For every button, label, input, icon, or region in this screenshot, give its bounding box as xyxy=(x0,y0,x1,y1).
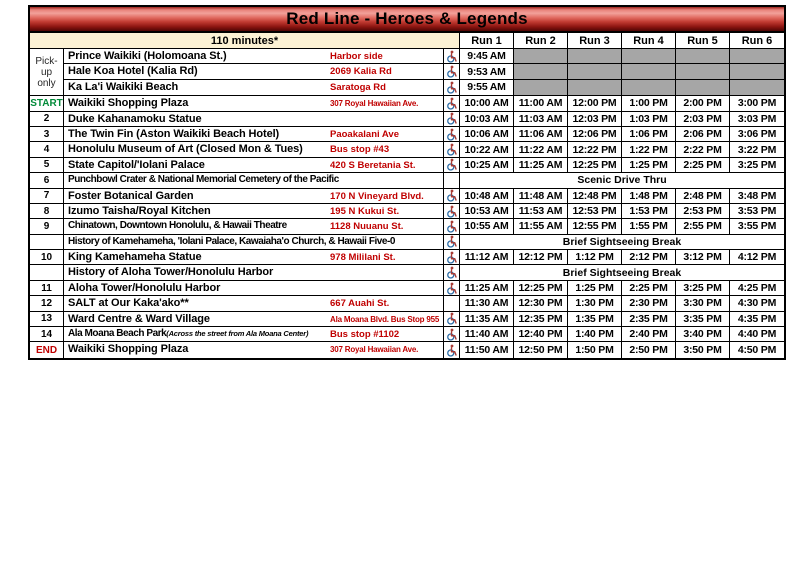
time-cell: 11:12 AM xyxy=(460,250,514,264)
wheelchair-icon xyxy=(446,50,457,63)
time-cell: 2:06 PM xyxy=(676,127,730,141)
empty-time-cell xyxy=(622,49,676,63)
stop-label-cell: 2 xyxy=(30,112,64,126)
stop-name-cell: Ward Centre & Ward Village xyxy=(68,312,210,325)
run-header-4: Run 4 xyxy=(622,33,676,48)
wheelchair-icon-cell xyxy=(443,204,460,218)
stop-name-cell: Punchbowl Crater & National Memorial Cemetery of the Pacific xyxy=(68,174,339,186)
wheelchair-icon-cell xyxy=(443,296,460,310)
empty-time-cell xyxy=(622,80,676,95)
stop-label-cell: 3 xyxy=(30,127,64,141)
wheelchair-icon xyxy=(446,220,457,233)
time-cell: 1:06 PM xyxy=(622,127,676,141)
time-cell: 12:50 PM xyxy=(514,342,568,357)
stop-label-cell: 11 xyxy=(30,281,64,295)
stop-name-cell: Waikiki Shopping Plaza xyxy=(68,343,189,356)
pickup-block xyxy=(30,49,784,96)
time-cell: 12:35 PM xyxy=(514,312,568,326)
wheelchair-icon xyxy=(446,282,457,295)
time-cell: 11:06 AM xyxy=(514,127,568,141)
stop-row xyxy=(30,219,784,234)
wheelchair-icon-cell xyxy=(443,112,460,126)
time-cell: 11:03 AM xyxy=(514,112,568,126)
route-title: Red Line - Heroes & Legends xyxy=(286,9,528,28)
time-cell: 2:00 PM xyxy=(676,96,730,110)
wheelchair-icon-cell xyxy=(443,219,460,233)
stop-row xyxy=(64,49,784,64)
time-cell: 3:06 PM xyxy=(737,128,777,141)
time-cell: 4:30 PM xyxy=(737,297,777,310)
time-cell: 1:25 PM xyxy=(568,281,622,295)
stop-row xyxy=(30,96,784,111)
stop-label-cell: 10 xyxy=(30,250,64,264)
time-cell: 12:22 PM xyxy=(568,142,622,156)
wheelchair-icon-cell xyxy=(443,312,460,326)
time-cell: 11:25 AM xyxy=(460,281,514,295)
stop-name-cell: Chinatown, Downtown Honolulu, & Hawaii Theatre xyxy=(68,220,287,232)
run-header-1: Run 1 xyxy=(460,33,514,48)
time-cell: 12:55 PM xyxy=(568,219,622,233)
time-cell: 11:53 AM xyxy=(514,204,568,218)
stop-name-main: Ala Moana Beach Park xyxy=(68,328,167,340)
wheelchair-icon-cell xyxy=(443,96,460,110)
time-cell: 10:48 AM xyxy=(460,189,514,203)
pickup-only-label: Pick-up only xyxy=(30,49,64,95)
empty-time-cell xyxy=(730,80,784,95)
time-cell: 9:53 AM xyxy=(460,64,514,78)
stop-address: Bus stop #43 xyxy=(330,144,390,156)
route-title-bar xyxy=(30,7,784,33)
time-cell: 12:06 PM xyxy=(568,127,622,141)
stop-label-cell: 13 xyxy=(30,312,64,326)
stop-name-cell: Aloha Tower/Honolulu Harbor xyxy=(68,281,221,294)
wheelchair-icon-cell xyxy=(443,235,460,249)
time-cell: 10:03 AM xyxy=(460,112,514,126)
time-cell: 1:53 PM xyxy=(622,204,676,218)
stop-address: 307 Royal Hawaiian Ave. xyxy=(330,345,419,355)
time-cell: 3:25 PM xyxy=(676,281,730,295)
time-cell: 3:30 PM xyxy=(676,296,730,310)
time-cell: 2:53 PM xyxy=(676,204,730,218)
stop-address: Paoakalani Ave xyxy=(330,128,400,140)
wheelchair-icon-cell xyxy=(443,173,460,187)
time-cell: 4:50 PM xyxy=(737,344,777,357)
time-cell: 1:03 PM xyxy=(622,112,676,126)
stop-label-cell: 9 xyxy=(30,219,64,233)
time-cell: 11:35 AM xyxy=(460,312,514,326)
empty-time-cell xyxy=(568,49,622,63)
stop-address: 420 S Beretania St. xyxy=(330,159,416,171)
stop-row xyxy=(30,327,784,342)
stop-row xyxy=(64,80,784,95)
time-cell: 1:00 PM xyxy=(622,96,676,110)
stop-name-note: (Across the street from Ala Moana Center) xyxy=(166,329,309,339)
run-header-5: Run 5 xyxy=(676,33,730,48)
stop-label-cell: START xyxy=(30,97,63,109)
time-cell: 4:12 PM xyxy=(737,251,777,264)
time-cell: 2:25 PM xyxy=(622,281,676,295)
time-cell: 12:00 PM xyxy=(568,96,622,110)
time-cell: 9:45 AM xyxy=(460,49,514,63)
stop-address xyxy=(328,235,443,249)
stop-row xyxy=(30,204,784,219)
time-cell: 2:40 PM xyxy=(622,327,676,341)
empty-time-cell xyxy=(622,64,676,78)
stop-address: 667 Auahi St. xyxy=(330,298,390,310)
time-cell: 1:55 PM xyxy=(622,219,676,233)
stop-row xyxy=(30,158,784,173)
stop-row xyxy=(30,281,784,296)
empty-time-cell xyxy=(514,80,568,95)
wheelchair-icon xyxy=(446,235,457,248)
run-header-row xyxy=(30,33,784,49)
stop-name-cell: Prince Waikiki (Holomoana St.) xyxy=(68,50,227,62)
stop-label-cell xyxy=(30,265,64,279)
time-cell: 12:25 PM xyxy=(514,281,568,295)
wheelchair-icon xyxy=(446,81,457,94)
empty-time-cell xyxy=(730,64,784,78)
stop-name-cell: Waikiki Shopping Plaza xyxy=(68,97,189,110)
time-cell: 3:53 PM xyxy=(737,205,777,218)
time-cell: 9:55 AM xyxy=(460,80,514,95)
stop-label-cell: 8 xyxy=(30,204,64,218)
time-cell: 2:50 PM xyxy=(622,342,676,357)
time-cell: 1:40 PM xyxy=(568,327,622,341)
time-cell: 4:25 PM xyxy=(737,282,777,295)
time-cell: 2:25 PM xyxy=(676,158,730,172)
stop-name-cell: Duke Kahanamoku Statue xyxy=(68,112,202,125)
stop-address xyxy=(328,281,443,295)
stop-name-cell: Izumo Taisha/Royal Kitchen xyxy=(68,204,211,217)
time-cell: 3:25 PM xyxy=(737,158,777,171)
stop-label-cell: 12 xyxy=(30,296,64,310)
time-cell: 3:35 PM xyxy=(676,312,730,326)
stop-row xyxy=(30,265,784,280)
wheelchair-icon xyxy=(446,65,457,78)
stop-address: 307 Royal Hawaiian Ave. xyxy=(330,99,419,109)
empty-time-cell xyxy=(676,80,730,95)
stop-name-cell: SALT at Our Kaka'ako** xyxy=(68,297,189,310)
stop-row xyxy=(30,127,784,142)
empty-time-cell xyxy=(568,80,622,95)
wheelchair-icon-cell xyxy=(443,127,460,141)
time-cell: 10:22 AM xyxy=(460,142,514,156)
time-cell: 3:40 PM xyxy=(676,327,730,341)
time-cell: 2:22 PM xyxy=(676,142,730,156)
time-cell: 3:12 PM xyxy=(676,250,730,264)
time-cell: 11:00 AM xyxy=(514,96,568,110)
empty-time-cell xyxy=(730,49,784,63)
run-header-3: Run 3 xyxy=(568,33,622,48)
empty-time-cell xyxy=(568,64,622,78)
stop-name-cell: Hale Koa Hotel (Kalia Rd) xyxy=(68,65,198,78)
stop-name-cell: Honolulu Museum of Art (Closed Mon & Tues) xyxy=(68,143,303,156)
stop-row xyxy=(30,142,784,157)
stop-row xyxy=(30,250,784,265)
stop-row xyxy=(30,173,784,188)
wheelchair-icon xyxy=(446,128,457,141)
time-cell: 12:53 PM xyxy=(568,204,622,218)
wheelchair-icon xyxy=(446,312,457,325)
wheelchair-icon-cell xyxy=(443,80,460,95)
stop-name-cell: History of Kamehameha, 'Iolani Palace, Kawaiaha'o Church, & Hawaii Five-0 xyxy=(68,235,396,247)
stop-label-cell: END xyxy=(30,342,64,357)
time-cell: 12:12 PM xyxy=(514,250,568,264)
time-cell: 3:00 PM xyxy=(737,97,777,110)
time-cell: 1:25 PM xyxy=(622,158,676,172)
stop-name-cell: The Twin Fin (Aston Waikiki Beach Hotel) xyxy=(68,127,280,140)
wheelchair-icon-cell xyxy=(443,64,460,78)
wheelchair-icon xyxy=(446,251,457,264)
time-cell: 3:55 PM xyxy=(737,220,777,233)
break-span-cell: Scenic Drive Thru xyxy=(577,174,667,187)
stop-address xyxy=(328,173,443,187)
stop-row xyxy=(30,296,784,311)
time-cell: 2:55 PM xyxy=(676,219,730,233)
time-cell: 11:55 AM xyxy=(514,219,568,233)
time-cell: 2:48 PM xyxy=(676,189,730,203)
time-cell: 11:40 AM xyxy=(460,327,514,341)
stop-row xyxy=(30,342,784,357)
duration-note: 110 minutes* xyxy=(30,33,460,48)
wheelchair-icon xyxy=(446,266,457,279)
stop-address: Harbor side xyxy=(330,51,383,62)
stop-address: 1128 Nuuanu St. xyxy=(330,221,404,233)
wheelchair-icon-cell xyxy=(443,281,460,295)
time-cell: 2:30 PM xyxy=(622,296,676,310)
time-cell: 11:25 AM xyxy=(514,158,568,172)
time-cell: 1:48 PM xyxy=(622,189,676,203)
stop-address: Ala Moana Blvd. Bus Stop 955 xyxy=(330,314,440,324)
stop-address: 195 N Kukui St. xyxy=(330,205,400,217)
empty-time-cell xyxy=(514,49,568,63)
wheelchair-icon-cell xyxy=(443,49,460,63)
pickup-rows xyxy=(64,49,784,95)
time-cell: 1:22 PM xyxy=(622,142,676,156)
stop-name-cell xyxy=(64,327,328,341)
wheelchair-icon-cell xyxy=(443,189,460,203)
wheelchair-icon xyxy=(446,328,457,341)
stop-name-cell: Foster Botanical Garden xyxy=(68,189,194,202)
stop-row xyxy=(64,64,784,79)
schedule-table xyxy=(28,5,786,360)
stop-row xyxy=(30,235,784,250)
stop-address: 978 Mililani St. xyxy=(330,252,396,264)
time-cell: 3:50 PM xyxy=(676,342,730,357)
stop-label-cell xyxy=(30,235,64,249)
time-cell: 4:40 PM xyxy=(737,328,777,341)
run-header-6: Run 6 xyxy=(741,34,773,47)
stop-address xyxy=(328,265,443,279)
time-cell: 1:30 PM xyxy=(568,296,622,310)
time-cell: 1:50 PM xyxy=(568,342,622,357)
wheelchair-icon xyxy=(446,189,457,202)
time-cell: 11:50 AM xyxy=(460,342,514,357)
wheelchair-icon-cell xyxy=(443,265,460,279)
wheelchair-icon-cell xyxy=(443,250,460,264)
time-cell: 10:53 AM xyxy=(460,204,514,218)
time-cell: 3:03 PM xyxy=(737,112,777,125)
time-cell: 11:48 AM xyxy=(514,189,568,203)
stop-label-cell: 14 xyxy=(30,327,64,341)
time-cell: 1:12 PM xyxy=(568,250,622,264)
stop-label-cell: 4 xyxy=(30,142,64,156)
time-cell: 12:40 PM xyxy=(514,327,568,341)
wheelchair-icon-cell xyxy=(443,342,460,357)
wheelchair-icon xyxy=(446,158,457,171)
wheelchair-icon-cell xyxy=(443,142,460,156)
stop-row xyxy=(30,312,784,327)
time-cell: 3:22 PM xyxy=(737,143,777,156)
run-header-2: Run 2 xyxy=(514,33,568,48)
time-cell: 2:12 PM xyxy=(622,250,676,264)
time-cell: 12:25 PM xyxy=(568,158,622,172)
stop-name-cell: King Kamehameha Statue xyxy=(68,251,202,264)
stop-address xyxy=(328,112,443,126)
stop-name-cell: History of Aloha Tower/Honolulu Harbor xyxy=(68,266,274,279)
stop-address: Bus stop #1102 xyxy=(330,329,400,341)
time-cell: 10:06 AM xyxy=(460,127,514,141)
stop-address: 2069 Kalia Rd xyxy=(330,66,392,78)
time-cell: 11:30 AM xyxy=(460,296,514,310)
time-cell: 1:35 PM xyxy=(568,312,622,326)
schedule-body xyxy=(30,49,784,358)
wheelchair-icon xyxy=(446,143,457,156)
time-cell: 3:48 PM xyxy=(737,189,777,202)
wheelchair-icon xyxy=(446,205,457,218)
empty-time-cell xyxy=(676,49,730,63)
time-cell: 10:55 AM xyxy=(460,219,514,233)
stop-row xyxy=(30,189,784,204)
time-cell: 10:25 AM xyxy=(460,158,514,172)
stop-address: Saratoga Rd xyxy=(330,81,386,93)
empty-time-cell xyxy=(514,64,568,78)
stop-label-cell: 5 xyxy=(30,158,64,172)
time-cell: 12:03 PM xyxy=(568,112,622,126)
wheelchair-icon xyxy=(446,97,457,110)
time-cell: 4:35 PM xyxy=(737,312,777,325)
stop-label-cell: 6 xyxy=(30,173,64,187)
time-cell: 10:00 AM xyxy=(460,96,514,110)
wheelchair-icon xyxy=(446,112,457,125)
wheelchair-icon xyxy=(446,344,457,357)
empty-time-cell xyxy=(676,64,730,78)
time-cell: 11:22 AM xyxy=(514,142,568,156)
time-cell: 12:30 PM xyxy=(514,296,568,310)
stop-row xyxy=(30,112,784,127)
wheelchair-icon-cell xyxy=(443,158,460,172)
break-span-cell: Brief Sightseeing Break xyxy=(562,235,682,248)
wheelchair-icon-cell xyxy=(443,327,460,341)
time-cell: 12:48 PM xyxy=(568,189,622,203)
stop-name-cell: State Capitol/'Iolani Palace xyxy=(68,158,205,171)
time-cell: 2:35 PM xyxy=(622,312,676,326)
break-span-cell: Brief Sightseeing Break xyxy=(562,266,682,279)
stop-label-cell: 7 xyxy=(30,189,64,203)
stop-name-cell: Ka La'i Waikiki Beach xyxy=(68,80,179,93)
time-cell: 2:03 PM xyxy=(676,112,730,126)
stop-address: 170 N Vineyard Blvd. xyxy=(330,190,424,202)
